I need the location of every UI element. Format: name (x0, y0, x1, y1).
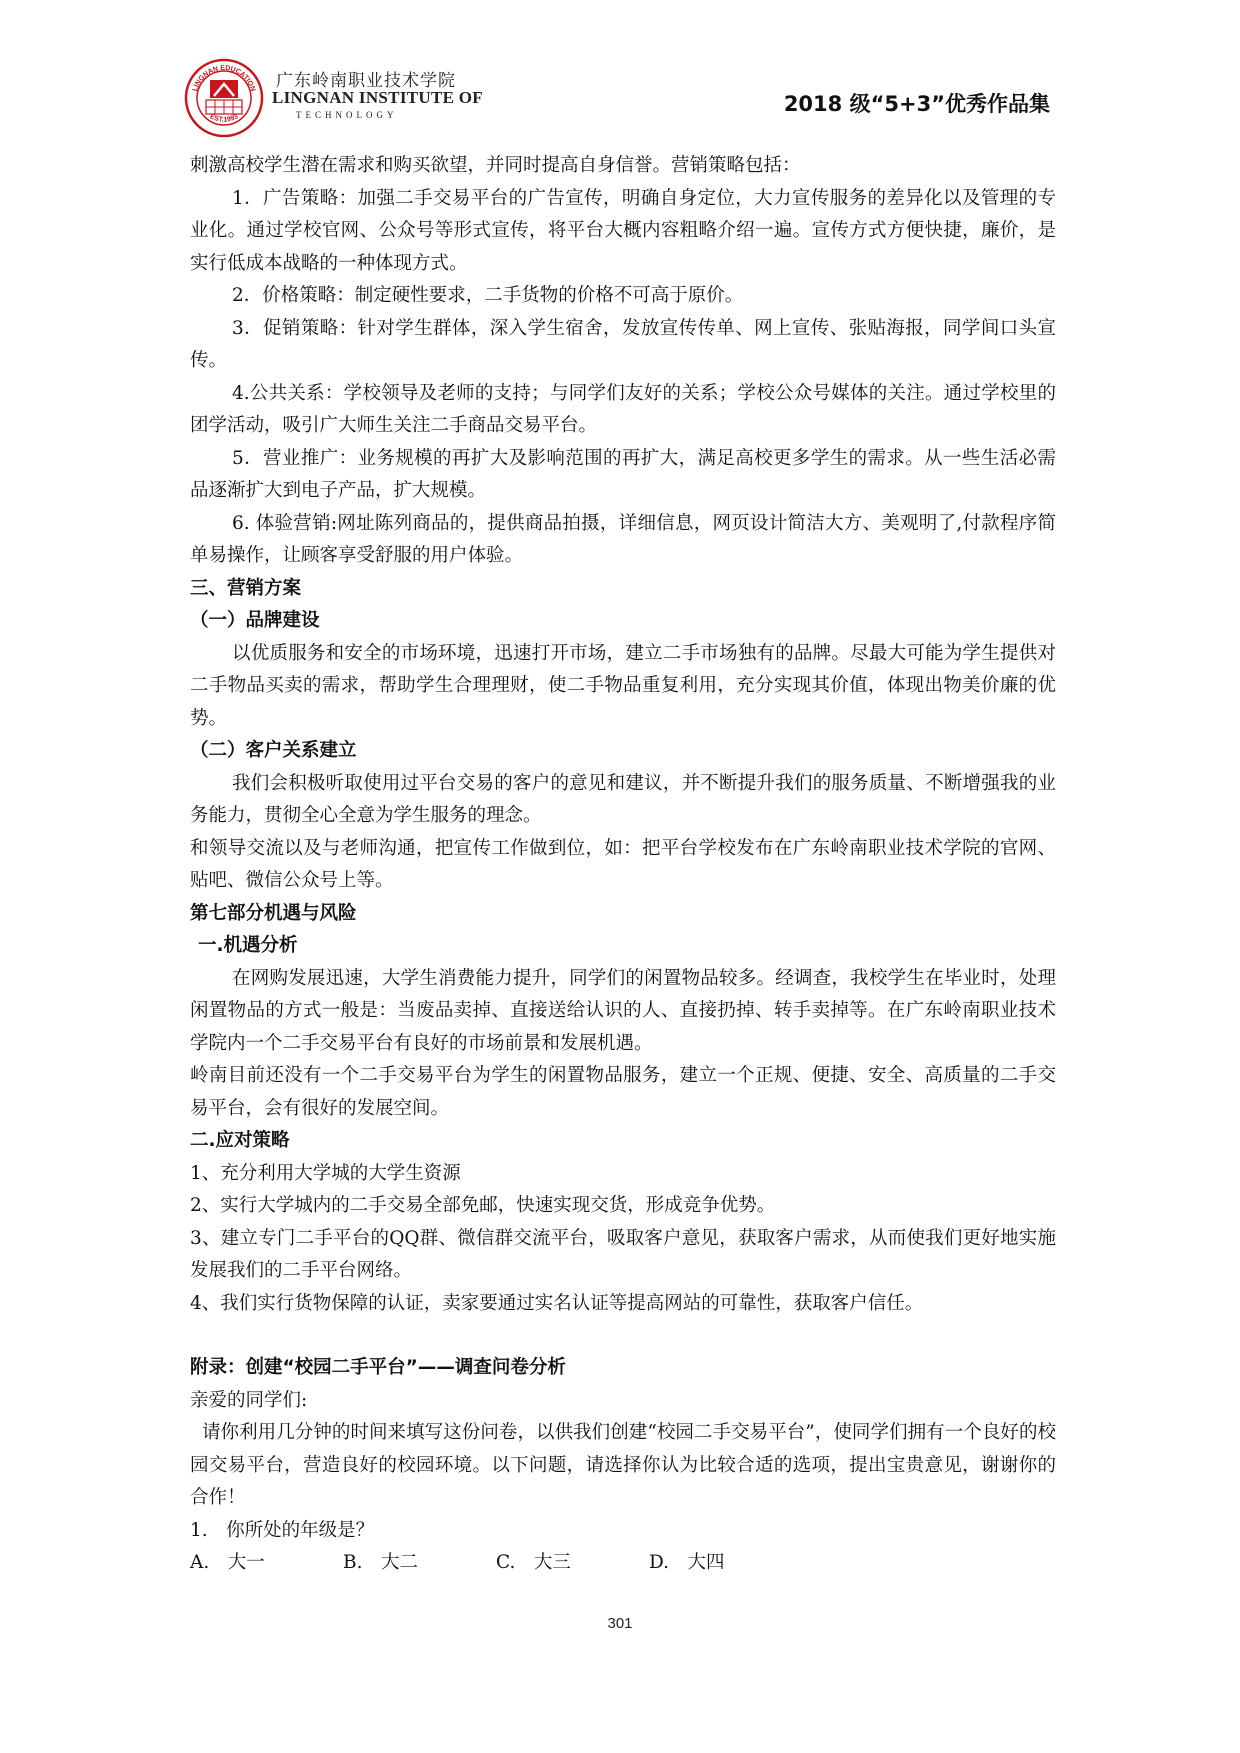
heading-opportunity-analysis: 一.机遇分析 (198, 935, 298, 956)
question-1-options (190, 1547, 1056, 1580)
paragraph-customer-relations-2: 和领导交流以及与老师沟通，把宣传工作做到位，如：把平台学校发布在广东岭南职业技术学院的官网、贴吧、微信公众号上等。 (190, 837, 1056, 891)
paragraph-opportunity-1: 在网购发展迅速，大学生消费能力提升，同学们的闲置物品较多。经调查，我校学生在毕业时，处理闲置物品的方式一般是：当废品卖掉、直接送给认识的人、直接扔掉、转手卖掉等。在广东岭南职业技术学院内一个二手交易平台有良好的市场前景和发展机遇。 (190, 967, 1056, 1054)
paragraph-promo-strategy: 3．促销策略：针对学生群体，深入学生宿舍，发放宣传传单、网上宣传、张贴海报，同学间口头宣传。 (190, 317, 1056, 371)
paragraph-price-strategy: 2．价格策略：制定硬性要求，二手货物的价格不可高于原价。 (232, 285, 744, 306)
svg-text:EST.1993: EST.1993 (208, 113, 240, 124)
option-b: B. 大二 (343, 1552, 418, 1573)
strategy-item-1: 1、充分利用大学城的大学生资源 (190, 1162, 461, 1184)
question-1: 1. 你所处的年级是？ (190, 1519, 375, 1541)
svg-text:LINGNAN EDUCATION: LINGNAN EDUCATION (191, 64, 257, 93)
strategy-item-2: 2、实行大学城内的二手交易全部免邮，快速实现交货，形成竞争优势。 (190, 1195, 776, 1216)
section-spacer (190, 1320, 1056, 1352)
heading-customer-relations: （二）客户关系建立 (190, 740, 357, 761)
heading-coping-strategy: 二.应对策略 (190, 1130, 290, 1151)
heading-appendix: 附录：创建“校园二手平台”——调查问卷分析 (190, 1357, 566, 1378)
strategy-item-3: 3、建立专门二手平台的QQ群、微信群交流平台，吸取客户意见，获取客户需求，从而使我们更好地实施发展我们的二手平台网络。 (190, 1227, 1056, 1281)
strategy-item-4: 4、我们实行货物保障的认证，卖家要通过实名认证等提高网站的可靠性，获取客户信任。 (190, 1292, 924, 1314)
heading-marketing-plan: 三、营销方案 (190, 577, 302, 599)
heading-part-seven: 第七部分机遇与风险 (190, 902, 357, 924)
option-d: D. 大四 (649, 1552, 725, 1573)
option-c: C. 大三 (496, 1552, 571, 1573)
paragraph-experience-marketing: 6. 体验营销:网址陈列商品的，提供商品拍摄，详细信息，网页设计简洁大方、美观明了,付款程序简单易操作，让顾客享受舒服的用户体验。 (190, 512, 1056, 566)
paragraph-opportunity-2: 岭南目前还没有一个二手交易平台为学生的闲置物品服务，建立一个正规、便捷、安全、高质量的二手交易平台，会有很好的发展空间。 (190, 1065, 1056, 1119)
document-body (190, 150, 1056, 1580)
paragraph-brand-building: 以优质服务和安全的市场环境，迅速打开市场，建立二手市场独有的品牌。尽最大可能为学生提供对二手物品买卖的需求，帮助学生合理理财，使二手物品重复利用，充分实现其价值，体现出物美价廉的优势。 (190, 642, 1056, 729)
collection-title: 2018 级“5+3”优秀作品集 (783, 92, 1050, 116)
institution-name-en-sub: TECHNOLOGY (296, 110, 398, 120)
paragraph-survey-request: 请你利用几分钟的时间来填写这份问卷，以供我们创建“校园二手交易平台”，使同学们拥有一个良好的校园交易平台，营造良好的校园环境。以下问题，请选择你认为比较合适的选项，提出宝贵意见，谢谢你的合作！ (190, 1422, 1056, 1508)
institution-name-cn: 广东岭南职业技术学院 (276, 71, 456, 91)
heading-brand-building: （一）品牌建设 (190, 610, 320, 631)
paragraph-public-relations: 4.公共关系：学校领导及老师的支持；与同学们友好的关系；学校公众号媒体的关注。通过学校里的团学活动，吸引广大师生关注二手商品交易平台。 (190, 382, 1056, 436)
institution-seal-logo (184, 58, 264, 138)
paragraph-customer-relations-1: 我们会积极听取使用过平台交易的客户的意见和建议，并不断提升我们的服务质量、不断增强我的业务能力，贯彻全心全意为学生服务的理念。 (190, 772, 1056, 826)
paragraph-business-promotion: 5．营业推广：业务规模的再扩大及影响范围的再扩大，满足高校更多学生的需求。从一些生活必需品逐渐扩大到电子产品，扩大规模。 (190, 447, 1056, 501)
page-number: 301 (607, 1615, 633, 1632)
paragraph-intro: 刺激高校学生潜在需求和购买欲望，并同时提高自身信誉。营销策略包括： (190, 155, 801, 176)
paragraph-ad-strategy: 1．广告策略：加强二手交易平台的广告宣传，明确自身定位，大力宣传服务的差异化以及管理的专业化。通过学校官网、公众号等形式宣传，将平台大概内容粗略介绍一遍。宣传方式方便快捷，廉价，是实行低成本战略的一种体现方式。 (190, 187, 1056, 274)
paragraph-greeting: 亲爱的同学们: (190, 1389, 308, 1411)
page-header (0, 0, 1240, 140)
institution-name-en: LINGNAN INSTITUTE OF (272, 88, 483, 107)
option-a: A. 大一 (190, 1552, 265, 1573)
